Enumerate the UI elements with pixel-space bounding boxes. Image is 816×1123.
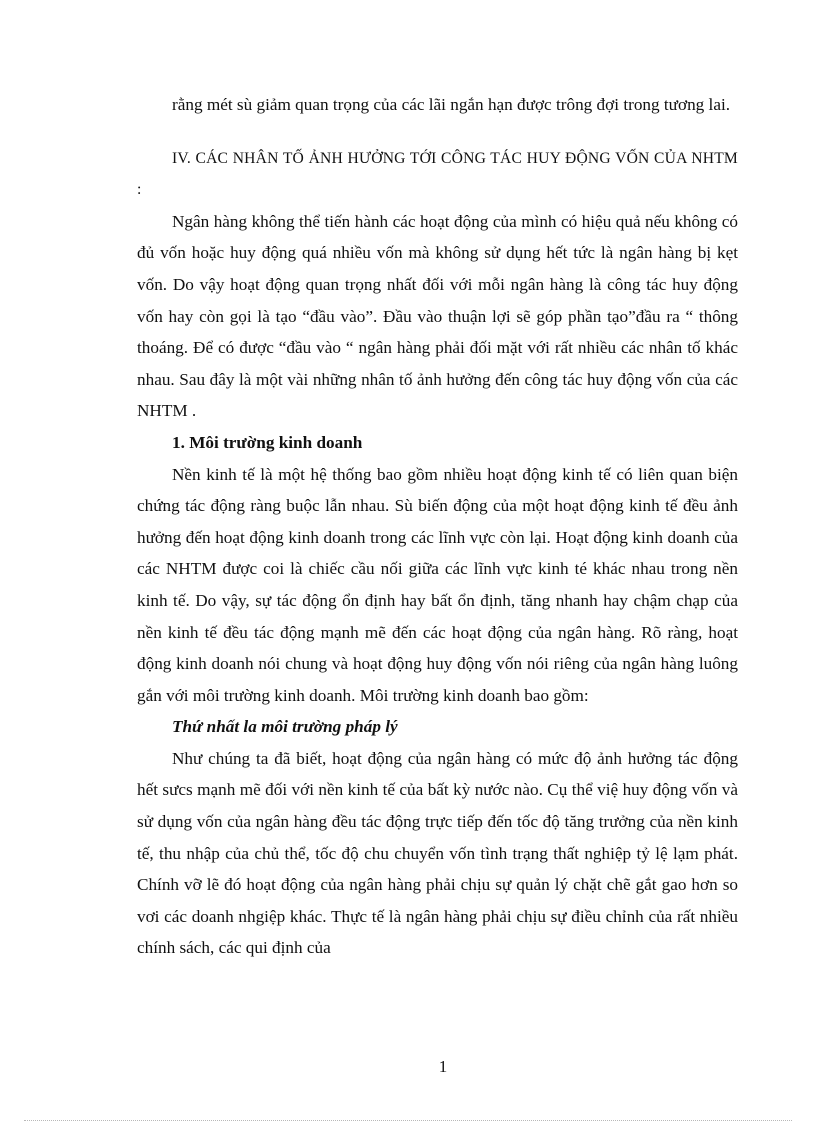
subsection-title: 1. Môi trường kinh doanh	[172, 432, 363, 452]
business-environment-paragraph: Nền kinh tế là một hệ thống bao gồm nhiều hoạt động kinh tế có liên quan biện chứng tác động ràng buộc lẫn nhau. Sù biến động của một hoạt động kinh tế đều ảnh hưởng đến hoạt động kinh doanh trong các lĩnh vực còn lại. Hoạt động kinh doanh của các NHTM được coi là chiếc cầu nối giữa các lĩnh vực kinh té khác nhau trong nền kinh tế. Do vậy, sự tác động ổn định hay bất ổn định, tăng nhanh hay chậm chạp của nền kinh tế đều tác động mạnh mẽ đến các hoạt động của ngân hàng. Rõ ràng, hoạt động kinh doanh nói chung và hoạt động huy động vốn nói riêng của ngân hàng luông gắn với môi trường kinh doanh. Môi trường kinh doanh bao gồm:	[137, 464, 738, 705]
document-body	[137, 89, 738, 964]
page-number: 1	[438, 1057, 448, 1076]
section-heading: IV. CÁC NHÂN TỐ ẢNH HƯỞNG TỚI CÔNG TÁC HUY ĐỘNG VỐN CỦA NHTM :	[137, 149, 738, 199]
section-intro-paragraph: Ngân hàng không thể tiến hành các hoạt động của mình có hiệu quả nếu không có đủ vốn hoặc huy động quá nhiều vốn mà không sử dụng hết tức là ngân hàng bị kẹt vốn. Do vậy hoạt động quan trọng nhất đối với mỗi ngân hàng là công tác huy động vốn hay còn gọi là tạo “đầu vào”. Đầu vào thuận lợi sẽ góp phần tạo”đầu ra “ thông thoáng. Để có được “đầu vào “ ngân hàng phải đối mặt với rất nhiều các nhân tố khác nhau. Sau đây là một vài những nhân tố ảnh hưởng đến công tác huy động vốn của các NHTM .	[137, 211, 738, 421]
legal-environment-heading: Thứ nhất la môi trường pháp lý	[172, 717, 398, 737]
paragraph-continuation: rằng mét sù giảm quan trọng của các lãi ngắn hạn được trông đợi trong tương lai.	[172, 95, 731, 114]
page-bottom-divider	[24, 1120, 792, 1121]
legal-environment-paragraph: Như chúng ta đã biết, hoạt động của ngân hàng có mức độ ảnh hưởng tác động hết sưcs mạnh mẽ đối với nền kinh tế của bất kỳ nước nào. Cụ thể việ huy động vốn và sử dụng vốn của ngân hàng đều tác động trực tiếp đến tốc độ tăng trưởng của nền kinh tế, thu nhập của chủ thể, tốc độ chu chuyển vốn tình trạng thất nghiệp tỷ lệ lạm phát. Chính vỡ lẽ đó hoạt động của ngân hàng phải chịu sự quản lý chặt chẽ gắt gao hơn so vơi các doanh nhgiệp khác. Thực tế là ngân hàng phải chịu sự điều chỉnh của rất nhiều chính sách, các qui định của	[137, 748, 738, 958]
